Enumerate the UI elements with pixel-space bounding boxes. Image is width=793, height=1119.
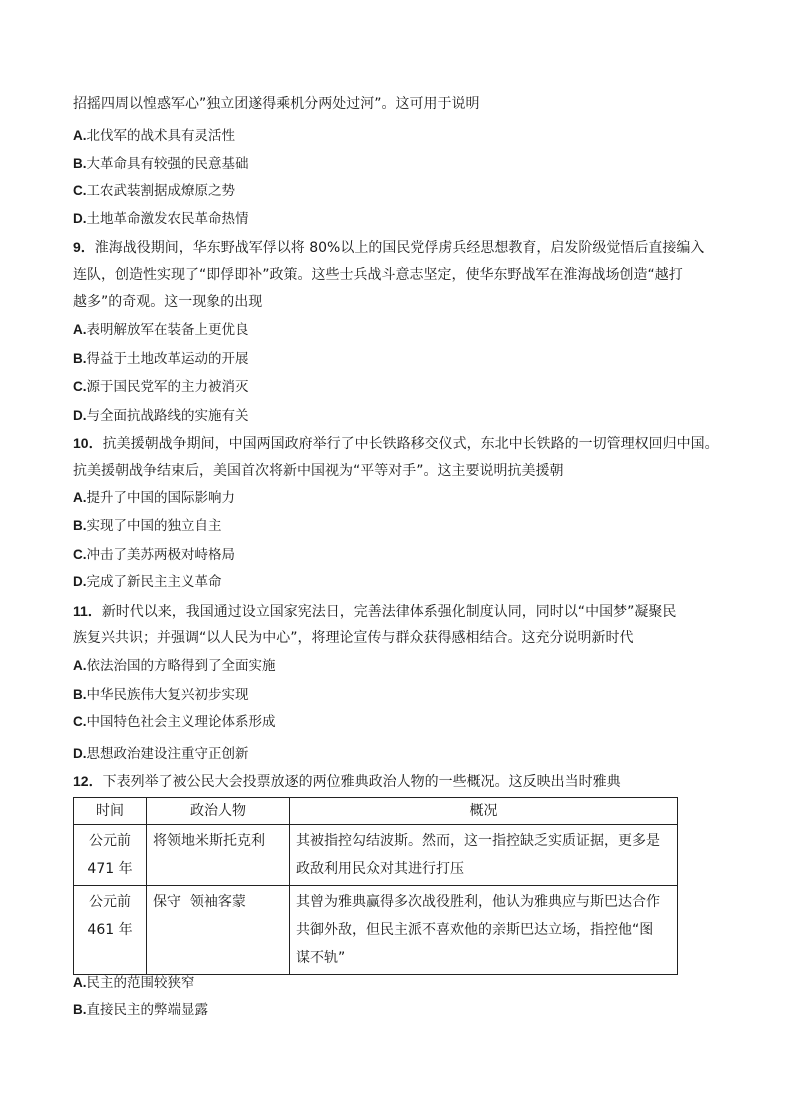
q12-table: [73, 797, 678, 975]
overview-line: 共御外敌，但民主派不喜欢他的亲斯巴达立场，指控他“图: [296, 922, 654, 938]
q11-option-a: [73, 656, 276, 676]
table-header-row: [74, 798, 678, 825]
time-line: 公元前: [89, 833, 131, 849]
q11-option-c: [73, 712, 276, 732]
q9-stem-line-2: 连队，创造性实现了“即俘即补”政策。这些士兵战斗意志坚定，使华东野战军在淮海战场创造“越打: [73, 267, 683, 283]
option-letter: A.: [73, 128, 87, 143]
q10-option-a: [73, 488, 235, 508]
cell-time: [74, 825, 147, 886]
cell-person: 将领地米斯托克利: [147, 825, 290, 886]
q11-option-b: [73, 685, 249, 705]
question-number: 9．: [73, 239, 95, 255]
time-line: 471 年: [87, 861, 133, 877]
option-text: 大革命具有较强的民意基础: [86, 156, 249, 172]
option-letter: C.: [73, 547, 87, 562]
table-row: [74, 825, 678, 886]
header-person: 政治人物: [147, 798, 290, 825]
q8-option-d: [73, 209, 249, 229]
stem-text: 抗美援朝战争期间，中国两国政府举行了中长铁路移交仪式，东北中长铁路的一切管理权回归中国。: [102, 436, 719, 452]
option-text: 直接民主的弊端显露: [86, 1002, 208, 1018]
cell-overview: [290, 886, 678, 975]
header-overview: 概况: [290, 798, 678, 825]
stem-text: 新时代以来，我国通过设立国家宪法日，完善法律体系强化制度认同，同时以“中国梦”凝聚民: [101, 604, 677, 620]
option-letter: C.: [73, 379, 87, 394]
overview-line: 其曾为雅典赢得多次战役胜利，他认为雅典应与斯巴达合作: [296, 894, 660, 910]
q11-stem-line-1: [73, 601, 676, 622]
option-text: 源于国民党军的主力被消灭: [86, 379, 249, 395]
stem-text: 下表列举了被公民大会投票放逐的两位雅典政治人物的一些概况。这反映出当时雅典: [102, 774, 621, 790]
option-text: 冲击了美苏两极对峙格局: [86, 547, 235, 563]
q10-stem-line-2: 抗美援朝战争结束后，美国首次将新中国视为“平等对手”。这主要说明抗美援朝: [73, 463, 564, 479]
option-letter: A.: [73, 975, 87, 990]
option-letter: A.: [73, 658, 87, 673]
q12-stem: [73, 771, 621, 792]
question-number: 11．: [73, 603, 102, 619]
question-number: 12．: [73, 773, 103, 789]
q10-option-c: [73, 545, 235, 565]
option-letter: D.: [73, 746, 87, 761]
overview-line: 其被指控勾结波斯。然而，这一指控缺乏实质证据，更多是: [296, 833, 660, 849]
q9-stem-line-3: 越多”的奇观。这一现象的出现: [73, 294, 263, 310]
cell-overview: [290, 825, 678, 886]
option-letter: A.: [73, 322, 87, 337]
option-text: 表明解放军在装备上更优良: [86, 322, 249, 338]
cell-person: 保守 领袖客蒙: [147, 886, 290, 975]
time-line: 461 年: [87, 922, 133, 938]
q8-option-b: [73, 154, 249, 174]
option-letter: D.: [73, 408, 87, 423]
option-letter: B.: [73, 1002, 87, 1017]
option-letter: B.: [73, 518, 87, 533]
time-line: 公元前: [89, 894, 131, 910]
option-letter: A.: [73, 490, 87, 505]
question-8-stem-tail: 招摇四周以惶惑军心”独立团遂得乘机分两处过河”。这可用于说明: [73, 96, 480, 112]
q12-option-a: [73, 973, 195, 993]
q11-stem-line-2: 族复兴共识；并强调“以人民为中心”，将理论宣传与群众获得感相结合。这充分说明新时代: [73, 630, 634, 646]
option-text: 土地革命激发农民革命热情: [86, 211, 249, 227]
option-text: 得益于土地改革运动的开展: [86, 351, 249, 367]
q8-option-a: [73, 126, 235, 146]
option-text: 中华民族伟大复兴初步实现: [86, 687, 249, 703]
cell-time: [74, 886, 147, 975]
q10-option-d: [73, 572, 222, 592]
q9-option-d: [73, 406, 249, 426]
overview-line: 政敌利用民众对其进行打压: [296, 861, 464, 877]
table-row: [74, 886, 678, 975]
header-time: 时间: [74, 798, 147, 825]
option-letter: B.: [73, 351, 87, 366]
option-text: 提升了中国的国际影响力: [86, 490, 235, 506]
q9-option-a: [73, 320, 249, 340]
option-letter: D.: [73, 574, 87, 589]
option-letter: B.: [73, 156, 87, 171]
q10-option-b: [73, 516, 222, 536]
q9-option-c: [73, 377, 249, 397]
q9-stem-line-1: [73, 237, 704, 258]
q9-option-b: [73, 349, 249, 369]
option-letter: C.: [73, 714, 87, 729]
option-text: 民主的范围较狭窄: [86, 975, 195, 991]
option-letter: B.: [73, 687, 87, 702]
option-text: 北伐军的战术具有灵活性: [86, 128, 235, 144]
option-text: 思想政治建设注重守正创新: [86, 746, 249, 762]
q12-option-b: [73, 1000, 208, 1020]
overview-line: 谋不轨”: [296, 950, 346, 966]
question-number: 10．: [73, 435, 103, 451]
option-text: 工农武装割据成燎原之势: [86, 183, 235, 199]
option-text: 完成了新民主主义革命: [86, 574, 222, 590]
q11-option-d: [73, 744, 249, 764]
stem-text: 淮海战役期间，华东野战军俘以将 80%以上的国民党俘虏兵经思想教育，启发阶级觉悟后直接编入: [94, 240, 705, 256]
q10-stem-line-1: [73, 433, 719, 454]
option-letter: C.: [73, 183, 87, 198]
option-text: 依法治国的方略得到了全面实施: [86, 658, 276, 674]
option-letter: D.: [73, 211, 87, 226]
option-text: 中国特色社会主义理论体系形成: [86, 714, 276, 730]
q8-option-c: [73, 181, 235, 201]
option-text: 与全面抗战路线的实施有关: [86, 408, 249, 424]
option-text: 实现了中国的独立自主: [86, 518, 222, 534]
